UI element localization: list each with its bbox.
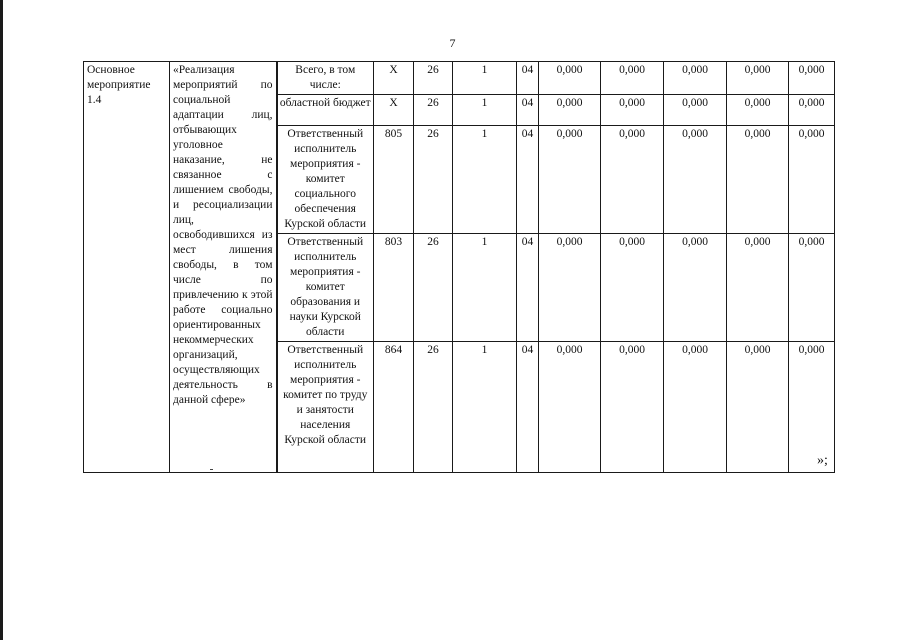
value-cell-2: 0,000 bbox=[601, 126, 664, 234]
value-cell-1: 0,000 bbox=[539, 126, 601, 234]
executor-cell: Ответственный исполнитель мероприятия - комитет образования и науки Курской области bbox=[277, 234, 374, 342]
grbs-cell: 803 bbox=[374, 234, 414, 342]
closing-quote-mark: »; bbox=[817, 453, 828, 468]
grbs-cell: 864 bbox=[374, 342, 414, 473]
value-cell-3: 0,000 bbox=[664, 234, 727, 342]
value-cell-1: 0,000 bbox=[539, 95, 601, 126]
value-cell-3: 0,000 bbox=[664, 342, 727, 473]
rz-cell: 26 bbox=[414, 62, 453, 95]
value-cell-1: 0,000 bbox=[539, 234, 601, 342]
csr-cell: 04 bbox=[517, 234, 539, 342]
csr-cell: 04 bbox=[517, 342, 539, 473]
scan-dot bbox=[210, 469, 213, 470]
rz-cell: 26 bbox=[414, 234, 453, 342]
value-cell-4: 0,000 bbox=[727, 342, 789, 473]
executor-cell: Ответственный исполнитель мероприятия - комитет по труду и занятости населения Курской области bbox=[277, 342, 374, 473]
csr-cell: 04 bbox=[517, 62, 539, 95]
pr-cell: 1 bbox=[453, 234, 517, 342]
value-cell-5: 0,000 bbox=[789, 62, 835, 95]
csr-cell: 04 bbox=[517, 126, 539, 234]
value-cell-1: 0,000 bbox=[539, 62, 601, 95]
value-cell-2: 0,000 bbox=[601, 95, 664, 126]
value-cell-5: 0,000 bbox=[789, 95, 835, 126]
value-cell-4: 0,000 bbox=[727, 234, 789, 342]
executor-cell: Всего, в том числе: bbox=[277, 62, 374, 95]
value-cell-4: 0,000 bbox=[727, 95, 789, 126]
pr-cell: 1 bbox=[453, 62, 517, 95]
budget-table bbox=[83, 61, 835, 473]
table-row-total bbox=[84, 62, 835, 95]
scan-edge bbox=[0, 0, 3, 640]
value-cell-4: 0,000 bbox=[727, 126, 789, 234]
rz-cell: 26 bbox=[414, 95, 453, 126]
grbs-cell: 805 bbox=[374, 126, 414, 234]
value-cell-2: 0,000 bbox=[601, 62, 664, 95]
value-cell-5: 0,000 bbox=[789, 342, 835, 473]
grbs-cell: Х bbox=[374, 62, 414, 95]
value-cell-2: 0,000 bbox=[601, 234, 664, 342]
value-cell-5: 0,000 bbox=[789, 126, 835, 234]
activity-name-cell bbox=[170, 62, 277, 473]
value-cell-4: 0,000 bbox=[727, 62, 789, 95]
grbs-cell: Х bbox=[374, 95, 414, 126]
pr-cell: 1 bbox=[453, 95, 517, 126]
activity-label: Основное мероприятие 1.4 bbox=[87, 64, 151, 106]
csr-cell: 04 bbox=[517, 95, 539, 126]
pr-cell: 1 bbox=[453, 342, 517, 473]
page-number: 7 bbox=[449, 36, 456, 50]
executor-cell: Ответственный исполнитель мероприятия - комитет социального обеспечения Курской области bbox=[277, 126, 374, 234]
pr-cell: 1 bbox=[453, 126, 517, 234]
value-cell-3: 0,000 bbox=[664, 95, 727, 126]
value-cell-3: 0,000 bbox=[664, 62, 727, 95]
rz-cell: 26 bbox=[414, 126, 453, 234]
executor-cell: областной бюджет bbox=[277, 95, 374, 126]
value-cell-5: 0,000 bbox=[789, 234, 835, 342]
value-cell-1: 0,000 bbox=[539, 342, 601, 473]
value-cell-3: 0,000 bbox=[664, 126, 727, 234]
activity-name: «Реализация мероприятий по социальной адаптации лиц, отбывающих уголовное наказание, не связанное с лишением свободы, и ресоциализации лиц, освободившихся из мест лишения свободы, в том числе по привлечению к этой работе социально ориентированных некоммерческих организаций, осуществляющих деятельность в данной сфере» bbox=[173, 64, 273, 406]
value-cell-2: 0,000 bbox=[601, 342, 664, 473]
rz-cell: 26 bbox=[414, 342, 453, 473]
activity-label-cell bbox=[84, 62, 170, 473]
